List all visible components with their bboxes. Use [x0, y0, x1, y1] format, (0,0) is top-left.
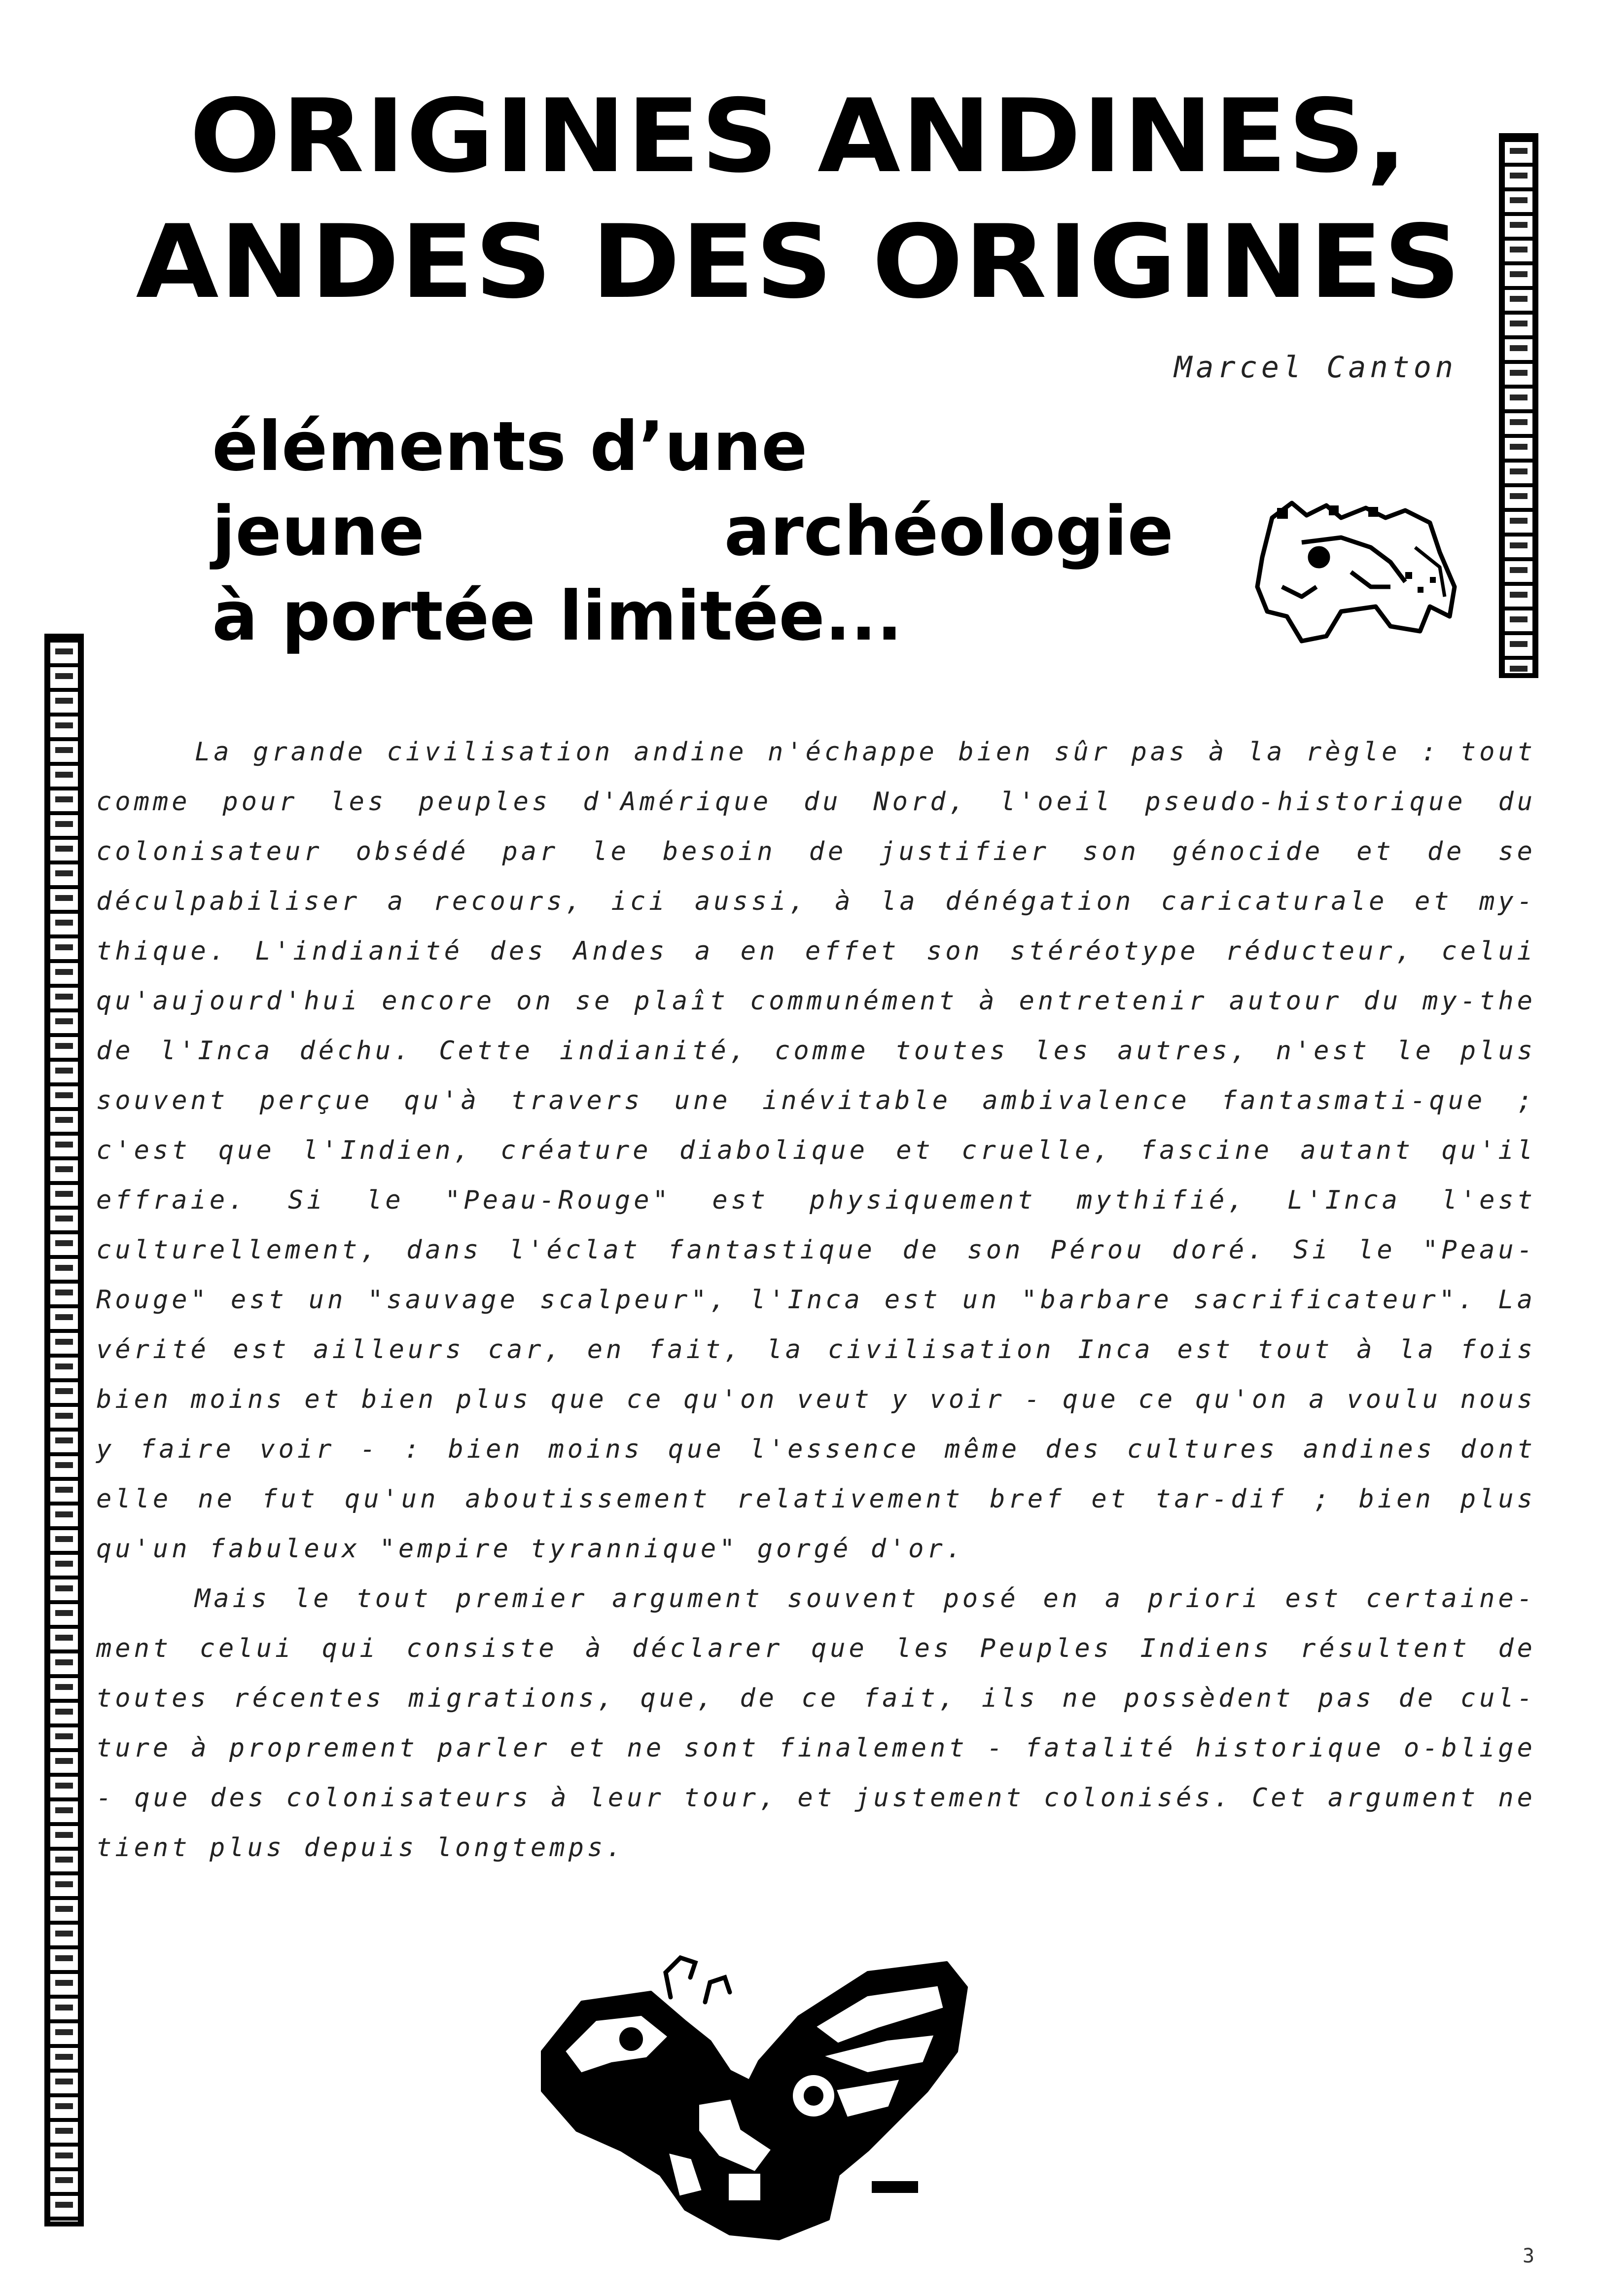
subtitle-word-jeune: jeune	[212, 492, 425, 571]
jaguar-glyph-icon	[1243, 488, 1464, 651]
subtitle-line-2	[212, 489, 1173, 574]
title-line-1: ORIGINES ANDINES,	[189, 78, 1408, 195]
article-body	[96, 727, 1536, 1873]
subtitle-line-1: éléments d’une	[212, 407, 808, 486]
subtitle-line-3: à portée limitée...	[212, 576, 903, 656]
author-name: Marcel Canton	[1174, 350, 1457, 385]
article-subtitle	[212, 404, 1173, 659]
body-paragraph-2: Mais le tout premier argument souvent posé en a priori est certaine-ment celui qui consiste à déclarer que les Peuples Indiens résultent de toutes récentes migrations, que, de ce fait, ils ne possèdent pas de cul-ture à proprement parler et ne sont finalement - fatalité historique o-blige - que des colonisateurs à leur tour, et justement colonisés. Cet argument ne tient plus depuis longtemps.	[96, 1584, 1536, 1863]
subtitle-word-archeologie: archéologie	[724, 492, 1173, 571]
page-number: 3	[1523, 2245, 1535, 2267]
title-line-2: ANDES DES ORIGINES	[136, 204, 1462, 321]
greek-key-border-left	[44, 634, 84, 2226]
greek-key-border-right	[1499, 133, 1538, 678]
body-paragraph-1: La grande civilisation andine n'échappe bien sûr pas à la règle : tout comme pour les peuples d'Amérique du Nord, l'oeil pseudo-historique du colonisateur obsédé par le besoin de justifier son génocide et de se déculpabiliser a recours, ici aussi, à la dénégation caricaturale et my-thique. L'indianité des Andes a en effet son stéréotype réducteur, celui qu'aujourd'hui encore on se plaît communément à entretenir autour du my-the de l'Inca déchu. Cette indianité, comme toutes les autres, n'est le plus souvent perçue qu'à travers une inévitable ambivalence fantasmati-que ; c'est que l'Indien, créature diabolique et cruelle, fascine autant qu'il effraie. Si le "Peau-Rouge" est physiquement mythifié, L'Inca l'est culturellement, dans l'éclat fantastique de son Pérou doré. Si le "Peau-Rouge" est un "sauvage scalpeur", l'Inca est un "barbare sacrificateur". La vérité est ailleurs car, en fait, la civilisation Inca est tout à la fois bien moins et bien plus que ce qu'on veut y voir - que ce qu'on a voulu nous y faire voir - : bien moins que l'essence même des cultures andines dont elle ne fut qu'un aboutissement relativement bref et tar-dif ; bien plus qu'un fabuleux "empire tyrannique" gorgé d'or.	[96, 737, 1536, 1564]
article-title	[77, 74, 1520, 325]
bird-glyph-icon	[523, 1943, 986, 2254]
